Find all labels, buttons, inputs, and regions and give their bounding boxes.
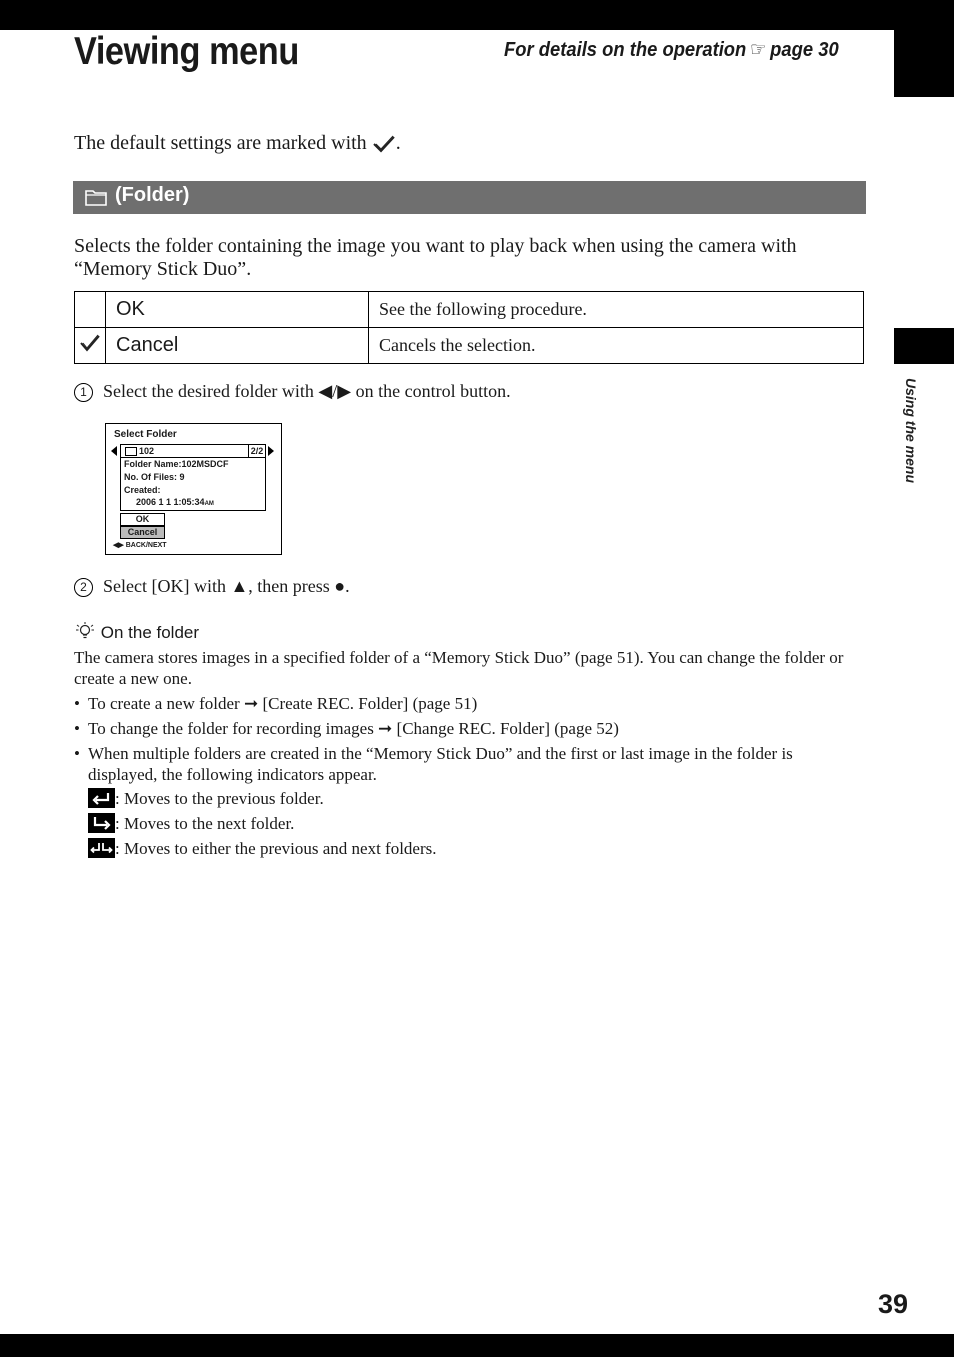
- section-header-folder: [73, 181, 866, 214]
- corner-tab: [894, 30, 954, 97]
- screen-footer: ◀▶ BACK/NEXT: [113, 542, 167, 549]
- previous-next-folder-icon: [88, 838, 115, 858]
- folder-created-label: Created:: [124, 485, 161, 495]
- hint-bullet: [74, 693, 864, 714]
- options-table: [74, 291, 864, 364]
- hint-title-text: On the folder: [100, 623, 200, 642]
- bullet-text: To change the folder for recording images ➞ [Change REC. Folder] (page 52): [88, 719, 619, 738]
- indicator-text: : Moves to the next folder.: [115, 814, 295, 833]
- indicator-previous: [88, 788, 324, 809]
- default-check-icon: [79, 333, 101, 353]
- right-arrow-icon: [268, 446, 274, 456]
- folder-created-date: [136, 497, 214, 507]
- hint-body: The camera stores images in a specified folder of a “Memory Stick Duo” (page 51). You can change the folder or create a new one.: [74, 648, 844, 688]
- previous-folder-icon: [88, 788, 115, 808]
- bullet-text: When multiple folders are created in the “Memory Stick Duo” and the first or last image in the folder is displayed, the following indicators appear.: [88, 744, 793, 784]
- folder-file-count: No. Of Files: 9: [124, 472, 185, 482]
- folder-icon: [85, 188, 107, 206]
- screen-cancel-button[interactable]: Cancel: [120, 526, 165, 539]
- folder-info-box: [120, 444, 266, 511]
- step-number: 2: [74, 578, 93, 597]
- indicator-next: [88, 813, 294, 834]
- indicator-previous-next: [88, 838, 437, 859]
- option-row: [75, 328, 864, 364]
- details-reference: [504, 37, 839, 62]
- section-description: Selects the folder containing the image you want to play back when using the camera with “Memory Stick Duo”.: [74, 235, 797, 280]
- screen-footer-text: BACK/NEXT: [125, 542, 167, 549]
- hint-bullet: [74, 743, 864, 785]
- left-arrow-icon: [111, 446, 117, 456]
- option-check-cell: [75, 292, 106, 328]
- folder-info-header: [121, 445, 265, 458]
- details-page: page 30: [770, 39, 839, 61]
- option-description: See the following procedure.: [369, 292, 864, 328]
- default-note: [74, 132, 401, 155]
- option-check-cell: [75, 328, 106, 364]
- default-note-text: The default settings are marked with: [74, 132, 367, 154]
- hint-bullet: [74, 718, 864, 739]
- step-2: [74, 576, 350, 597]
- bullet-text: To create a new folder ➞ [Create REC. Folder] (page 51): [88, 694, 478, 713]
- hint-title: [74, 621, 199, 643]
- option-row: [75, 292, 864, 328]
- side-tab-label: Using the menu: [903, 378, 919, 484]
- created-date-value: 2006 1 1 1:05:34: [136, 497, 205, 507]
- folder-icon: [125, 447, 137, 456]
- lightbulb-icon: [74, 621, 96, 641]
- screen-title: Select Folder: [114, 429, 177, 440]
- hand-pointer-icon: ☞: [749, 39, 767, 61]
- section-label: (Folder): [115, 184, 190, 206]
- step-number: 1: [74, 383, 93, 402]
- step-text: Select the desired folder with ◀/▶ on the control button.: [103, 381, 511, 401]
- camera-screen-select-folder: [105, 423, 282, 555]
- folder-page: 2/2: [248, 445, 265, 457]
- bottom-bar: [0, 1334, 954, 1357]
- next-folder-icon: [88, 813, 115, 833]
- indicator-text: : Moves to either the previous and next folders.: [115, 839, 437, 858]
- created-ampm: AM: [204, 501, 214, 507]
- option-name: OK: [106, 292, 369, 328]
- bullet-dot: •: [74, 744, 80, 763]
- folder-name: Folder Name:102MSDCF: [124, 459, 229, 469]
- bullet-dot: •: [74, 694, 80, 713]
- indicator-text: : Moves to the previous folder.: [115, 789, 324, 808]
- page-title: Viewing menu: [74, 30, 299, 73]
- option-name: Cancel: [106, 328, 369, 364]
- step-1: [74, 381, 511, 402]
- step-text: Select [OK] with ▲, then press ●.: [103, 576, 350, 596]
- section-tab-marker: [894, 328, 954, 364]
- default-check-icon: [372, 134, 396, 154]
- option-description: Cancels the selection.: [369, 328, 864, 364]
- details-prefix: For details on the operation: [504, 39, 747, 61]
- folder-number: 102: [139, 446, 155, 456]
- default-note-suffix: .: [395, 132, 401, 154]
- bullet-dot: •: [74, 719, 80, 738]
- screen-ok-button[interactable]: OK: [120, 513, 165, 526]
- top-bar: [0, 0, 954, 30]
- page-number: 39: [878, 1289, 909, 1319]
